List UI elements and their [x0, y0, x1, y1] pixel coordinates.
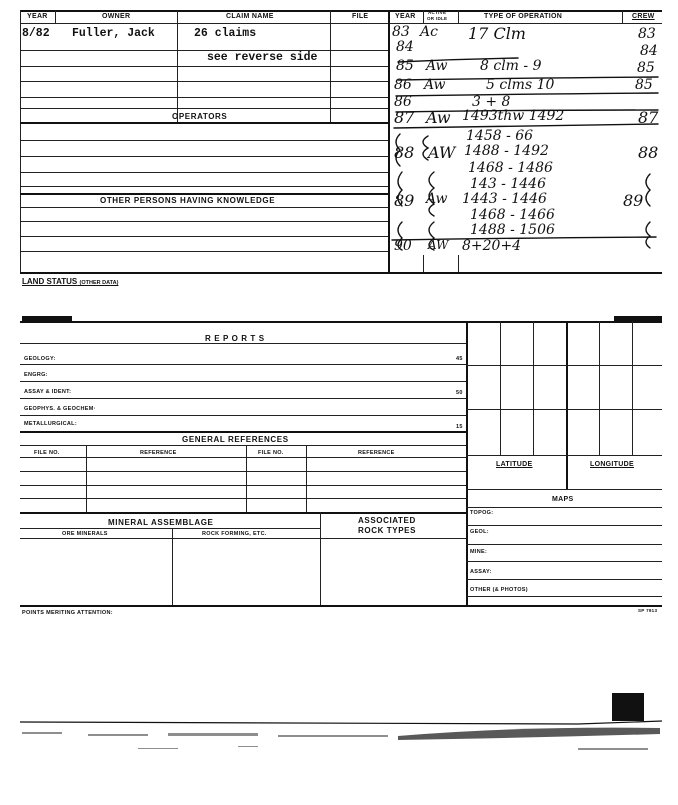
geophys-label: GEOPHYS. & GEOCHEM·	[24, 406, 96, 412]
other-photos-label: OTHER (& PHOTOS)	[470, 587, 528, 593]
rule	[20, 343, 466, 344]
hw-crew: 85	[635, 77, 653, 93]
divider	[320, 512, 321, 605]
hw-year: 90	[394, 238, 412, 254]
rule	[20, 50, 388, 51]
associated-title: ASSOCIATED	[358, 516, 416, 525]
hw-year: 86	[394, 77, 412, 93]
metallurgical-label: METALLURGICAL:	[24, 421, 77, 427]
file-no-header: FILE NO.	[258, 450, 284, 456]
divider	[458, 10, 459, 23]
rule	[20, 156, 388, 157]
hw-status: AW	[428, 143, 456, 162]
geol-label: GEOL:	[470, 529, 489, 535]
hw-type: 1458 - 66	[466, 128, 534, 144]
hw-status: Ac	[420, 24, 438, 40]
other-persons-title: OTHER PERSONS HAVING KNOWLEDGE	[100, 196, 276, 205]
assay-label: ASSAY & IDENT:	[24, 389, 72, 395]
scan-noise	[18, 712, 664, 762]
divider	[423, 10, 424, 23]
idle-header: OR IDLE	[427, 16, 448, 21]
type-of-operation-header: TYPE OF OPERATION	[484, 13, 563, 20]
rule	[20, 221, 388, 222]
rule	[20, 236, 388, 237]
rule	[20, 528, 320, 529]
hw-year: 87	[394, 108, 415, 127]
divider	[466, 321, 468, 605]
divider	[172, 528, 173, 605]
hw-type: 3 + 8	[472, 94, 511, 110]
hw-year: 89	[394, 191, 415, 210]
year-header: YEAR	[27, 13, 48, 20]
rule	[20, 251, 388, 252]
rule	[20, 512, 466, 514]
owner-header: OWNER	[102, 13, 131, 20]
hw-type: 1468 - 1466	[470, 207, 555, 223]
divider	[632, 321, 633, 455]
divider	[622, 10, 623, 23]
divider	[533, 321, 534, 455]
hw-crew: 89	[623, 191, 644, 210]
hw-type: 143 - 1446	[470, 176, 546, 192]
rule	[20, 415, 466, 416]
file-no-header: FILE NO.	[34, 450, 60, 456]
rule	[466, 544, 662, 545]
crew-header: CREW	[632, 13, 655, 20]
hw-year: 88	[394, 143, 415, 162]
general-references-title: GENERAL REFERENCES	[182, 435, 289, 444]
hw-year: 86	[394, 94, 412, 110]
geology-label: GEOLOGY:	[24, 356, 56, 362]
reference-header: REFERENCE	[140, 450, 177, 456]
topog-label: TOPOG:	[470, 510, 494, 516]
divider	[566, 321, 568, 489]
year-right-header: YEAR	[395, 13, 416, 20]
rule	[20, 605, 662, 607]
rule	[466, 489, 662, 490]
rock-types-title: ROCK TYPES	[358, 526, 417, 535]
record-owner: Fuller, Jack	[72, 27, 155, 40]
rule	[466, 409, 662, 410]
num-50: 50	[456, 390, 463, 396]
num-15: 15	[456, 424, 463, 430]
land-status-title	[22, 277, 118, 286]
rule	[20, 122, 388, 124]
hw-crew: 83	[638, 26, 656, 42]
rule	[466, 455, 662, 456]
rule	[20, 485, 466, 486]
hw-status: Aw	[426, 191, 448, 207]
file-header: FILE	[352, 13, 369, 20]
ore-minerals-header: ORE MINERALS	[62, 531, 108, 537]
hw-type: 8+20+4	[462, 238, 522, 254]
mine-label: MINE:	[470, 549, 488, 555]
hw-type: 1493thw 1492	[462, 108, 565, 124]
hw-type: 1488 - 1492	[464, 143, 549, 159]
hw-status: Aw	[426, 108, 451, 127]
handwritten-strokes	[388, 24, 662, 272]
hw-type: 17 Clm	[468, 24, 526, 43]
hw-crew: 85	[637, 60, 655, 76]
rule	[20, 66, 388, 67]
hw-type: 1443 - 1446	[462, 191, 547, 207]
rule	[20, 97, 388, 98]
record-note: see reverse side	[207, 51, 318, 64]
form-number: SP 7913	[638, 608, 658, 613]
rock-forming-header: ROCK FORMING, ETC.	[202, 531, 267, 537]
rule	[466, 579, 662, 580]
maps-title: MAPS	[552, 496, 574, 503]
text: (OTHER DATA)	[79, 280, 119, 286]
rule	[20, 398, 466, 399]
hw-type: 1468 - 1486	[468, 160, 553, 176]
latitude-label: LATITUDE	[496, 461, 533, 468]
rule	[20, 81, 388, 82]
hw-crew: 87	[638, 108, 659, 127]
divider	[599, 321, 600, 455]
divider	[86, 445, 87, 512]
rule	[466, 596, 662, 597]
longitude-label: LONGITUDE	[590, 461, 634, 468]
hw-year: 83	[392, 24, 410, 40]
rule	[20, 498, 466, 499]
divider	[55, 10, 56, 23]
hw-type: 5 clms 10	[486, 77, 555, 93]
points-meriting-label: POINTS MERITING ATTENTION:	[22, 610, 113, 616]
hw-crew: 88	[638, 143, 659, 162]
rule	[20, 186, 388, 187]
hw-status: AW	[428, 238, 449, 252]
text: LAND STATUS	[22, 277, 78, 286]
divider	[246, 445, 247, 512]
record-claim: 26 claims	[194, 27, 257, 40]
rule	[20, 431, 466, 433]
hw-year: 85	[396, 58, 414, 74]
engrg-label: ENGRG:	[24, 372, 48, 378]
claim-name-header: CLAIM NAME	[226, 13, 274, 20]
rule	[20, 108, 388, 109]
rule	[20, 140, 388, 141]
hw-year: 84	[396, 39, 414, 55]
active-header: ACTIVE	[428, 10, 447, 15]
divider	[500, 321, 501, 455]
rule	[20, 381, 466, 382]
rule	[466, 525, 662, 526]
rule	[20, 272, 662, 274]
rule	[20, 538, 466, 539]
hw-status: Aw	[424, 77, 446, 93]
assay-map-label: ASSAY:	[470, 569, 492, 575]
rule	[20, 364, 466, 365]
reference-header: REFERENCE	[358, 450, 395, 456]
hw-type: 8 clm - 9	[480, 58, 542, 74]
rule	[466, 561, 662, 562]
rule	[466, 365, 662, 366]
hw-type: 1488 - 1506	[470, 222, 555, 238]
hw-status: Aw	[426, 58, 448, 74]
rule	[20, 193, 388, 195]
rule	[20, 172, 388, 173]
divider	[306, 445, 307, 512]
record-year: 8/82	[22, 27, 50, 40]
rule	[20, 207, 388, 208]
reports-title: R E P O R T S	[205, 334, 265, 343]
hw-crew: 84	[640, 43, 658, 59]
rule	[466, 507, 662, 508]
rule	[20, 471, 466, 472]
operators-title: OPERATORS	[172, 112, 228, 121]
num-45: 45	[456, 356, 463, 362]
mineral-assemblage-title: MINERAL ASSEMBLAGE	[108, 518, 214, 527]
top-border	[20, 10, 662, 12]
